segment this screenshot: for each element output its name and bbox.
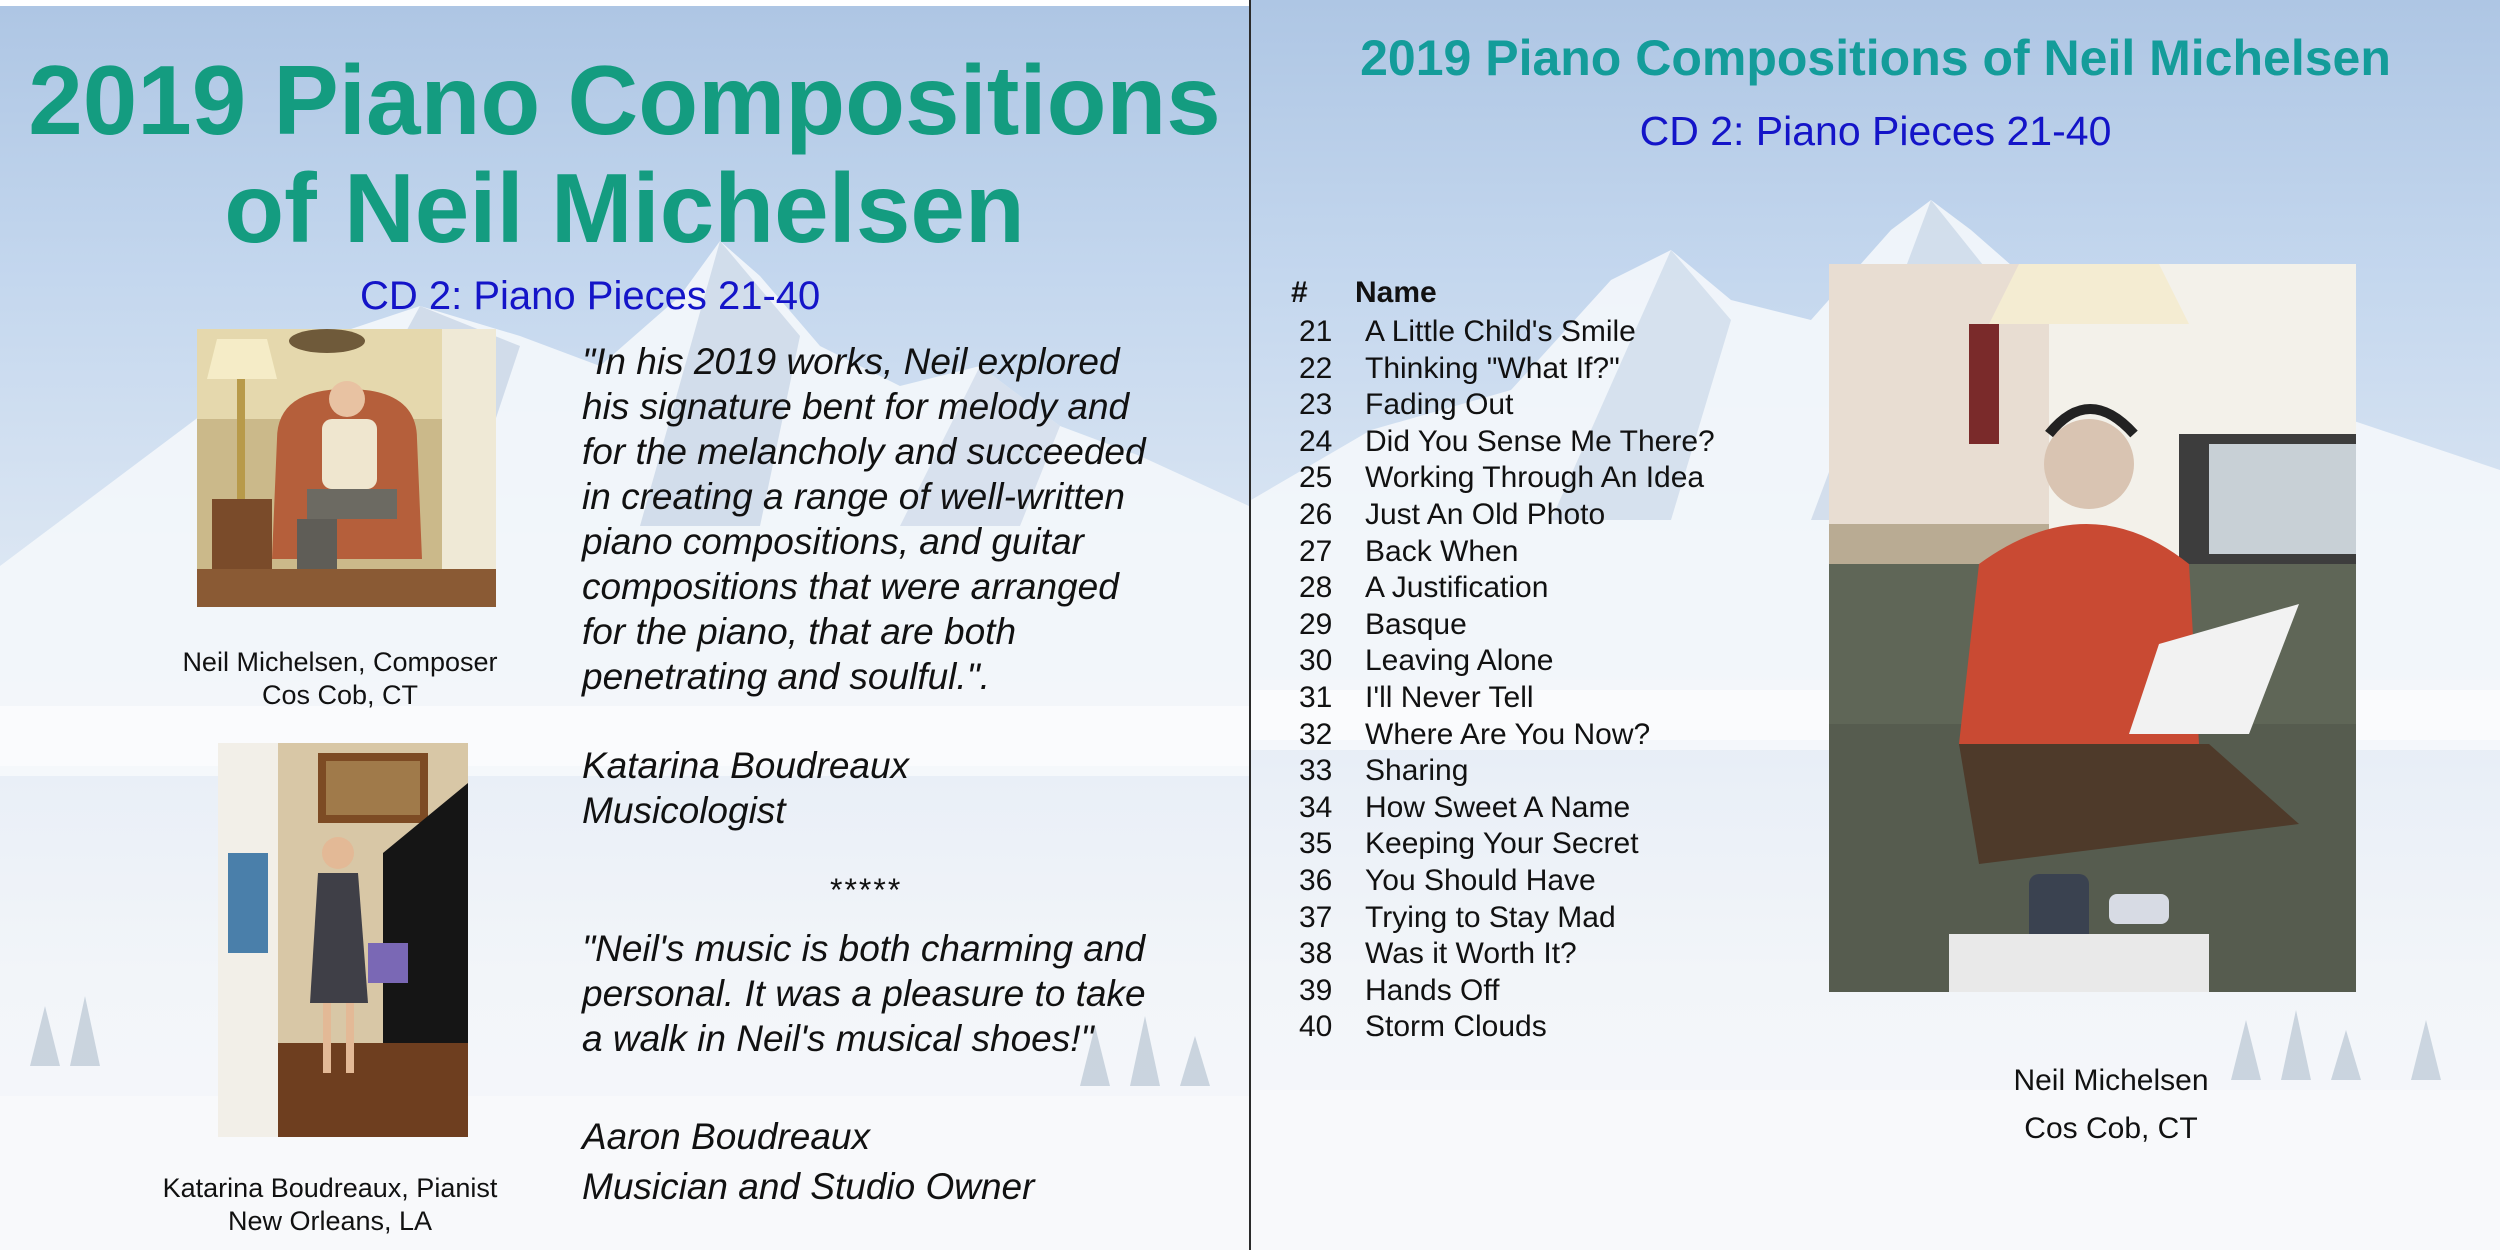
track-number: 40 (1299, 1010, 1333, 1044)
pianist-photo (218, 743, 468, 1137)
track-number-header: # (1291, 276, 1308, 309)
review-quote-1: "In his 2019 works, Neil explored his signature bent for melody and for the melancholy and succeeded in creating a range of well-written piano compositions, and guitar compositions that were arranged for the piano, that are both penetrating and soulful.". (582, 341, 1146, 697)
review-quote-1-attribution: Katarina Boudreaux Musicologist (582, 745, 910, 831)
track-name: You Should Have (1365, 863, 1596, 897)
track-name: Fading Out (1365, 388, 1514, 422)
track-name: Where Are You Now? (1365, 717, 1651, 751)
track-number: 34 (1299, 790, 1333, 824)
track-name-header: Name (1355, 276, 1437, 309)
photo-caption-name: Neil Michelsen (2013, 1064, 2209, 1097)
track-number: 26 (1299, 497, 1333, 531)
album-subtitle: CD 2: Piano Pieces 21-40 (360, 274, 821, 318)
track-row (1299, 460, 1715, 497)
track-row (1299, 900, 1715, 937)
track-name: Leaving Alone (1365, 644, 1554, 678)
tracklist-header (1291, 276, 1437, 310)
section-separator: ***** (830, 872, 903, 908)
track-number: 23 (1299, 388, 1333, 422)
track-row (1299, 826, 1715, 863)
tracklist (1299, 314, 1715, 1046)
album-subtitle: CD 2: Piano Pieces 21-40 (1639, 108, 2112, 154)
review-quote-2: "Neil's music is both charming and personal. It was a pleasure to take a walk in Neil's musical shoes!" (582, 928, 1146, 1059)
track-name: Working Through An Idea (1365, 461, 1705, 495)
track-row (1299, 717, 1715, 754)
track-number: 39 (1299, 973, 1333, 1007)
track-row (1299, 424, 1715, 461)
track-row (1299, 314, 1715, 351)
track-number: 31 (1299, 680, 1333, 714)
track-number: 30 (1299, 644, 1333, 678)
track-row (1299, 863, 1715, 900)
track-name: Storm Clouds (1365, 1010, 1547, 1044)
track-name: Keeping Your Secret (1365, 827, 1639, 861)
track-name: Trying to Stay Mad (1365, 900, 1616, 934)
track-name: Thinking "What If?" (1365, 351, 1620, 385)
track-number: 24 (1299, 424, 1333, 458)
track-row (1299, 790, 1715, 827)
track-row (1299, 680, 1715, 717)
pianist-caption: Katarina Boudreaux, Pianist New Orleans, LA (162, 1173, 498, 1236)
track-row (1299, 643, 1715, 680)
track-row (1299, 534, 1715, 571)
track-name: Was it Worth It? (1365, 937, 1577, 971)
track-number: 38 (1299, 937, 1333, 971)
track-number: 28 (1299, 571, 1333, 605)
photo-caption-location: Cos Cob, CT (2024, 1112, 2198, 1145)
album-title: 2019 Piano Compositions of Neil Michelsen (1360, 30, 2391, 86)
track-number: 22 (1299, 351, 1333, 385)
track-row (1299, 753, 1715, 790)
composer-caption: Neil Michelsen, Composer Cos Cob, CT (182, 647, 498, 710)
track-row (1299, 607, 1715, 644)
track-row (1299, 497, 1715, 534)
track-number: 27 (1299, 534, 1333, 568)
album-title: 2019 Piano Compositions of Neil Michelsen (28, 45, 1221, 263)
track-row (1299, 387, 1715, 424)
track-number: 21 (1299, 315, 1333, 348)
track-name: I'll Never Tell (1365, 680, 1534, 714)
track-number: 36 (1299, 863, 1333, 897)
cd-tracklist-panel (1251, 0, 2500, 1250)
track-row (1299, 1009, 1715, 1046)
track-row (1299, 570, 1715, 607)
track-name: How Sweet A Name (1365, 790, 1631, 824)
track-name: Hands Off (1365, 973, 1500, 1007)
composer-working-photo (1829, 264, 2356, 992)
track-row (1299, 973, 1715, 1010)
track-row (1299, 936, 1715, 973)
track-number: 35 (1299, 827, 1333, 861)
cd-back-cover-panel (0, 0, 1249, 1250)
track-name: A Little Child's Smile (1365, 315, 1636, 348)
track-name: Just An Old Photo (1365, 497, 1606, 531)
track-number: 33 (1299, 754, 1333, 788)
track-name: Did You Sense Me There? (1365, 424, 1715, 458)
review-quote-2-attribution: Aaron Boudreaux Musician and Studio Owner (582, 1116, 1035, 1207)
track-number: 29 (1299, 607, 1333, 641)
track-name: Sharing (1365, 754, 1469, 788)
track-name: A Justification (1365, 571, 1549, 605)
track-row (1299, 351, 1715, 388)
track-name: Basque (1365, 607, 1467, 641)
composer-photo (197, 329, 496, 607)
track-number: 37 (1299, 900, 1333, 934)
track-number: 25 (1299, 461, 1333, 495)
track-name: Back When (1365, 534, 1519, 568)
track-number: 32 (1299, 717, 1333, 751)
